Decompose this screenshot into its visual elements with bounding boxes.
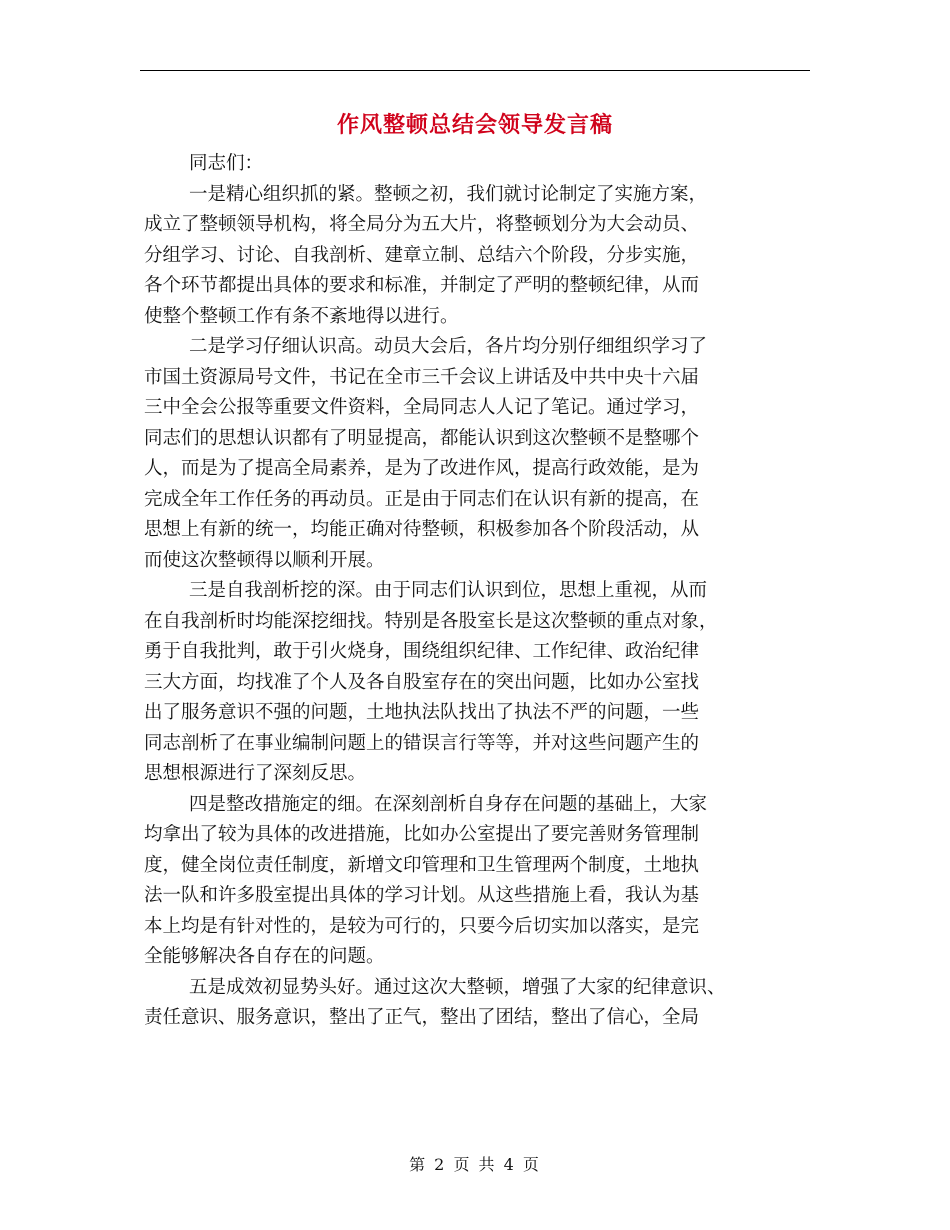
text-line: 而使这次整顿得以顺利开展。 <box>144 549 385 571</box>
text-line: 市国土资源局号文件，书记在全市三千会议上讲话及中共中央十六届 <box>144 366 700 388</box>
text-line: 三中全会公报等重要文件资料，全局同志人人记了笔记。通过学习， <box>144 397 700 418</box>
text-line: 责任意识、服务意识，整出了正气，整出了团结，整出了信心，全局 <box>144 1007 700 1028</box>
text-line: 成立了整顿领导机构，将全局分为五大片，将整顿划分为大会动员、 <box>144 214 700 235</box>
text-line: 同志剖析了在事业编制问题上的错误言行等等，并对这些问题产生的 <box>144 732 700 754</box>
text-line: 在自我剖析时均能深挖细找。特别是各股室长是这次整顿的重点对象， <box>144 610 718 632</box>
text-line: 完成全年工作任务的再动员。正是由于同志们在认识有新的提高，在 <box>144 488 700 510</box>
text-line: 二是学习仔细认识高。动员大会后，各片均分别仔细组织学习了 <box>189 336 708 357</box>
document-body <box>144 149 804 1034</box>
text-line: 各个环节都提出具体的要求和标准，并制定了严明的整顿纪律，从而 <box>144 275 700 296</box>
text-line: 本上均是有针对性的，是较为可行的，只要今后切实加以落实，是完 <box>144 915 700 937</box>
text-line: 使整个整顿工作有条不紊地得以进行。 <box>144 305 459 327</box>
text-line: 五是成效初显势头好。通过这次大整顿，增强了大家的纪律意识、 <box>189 976 726 998</box>
text-line: 一是精心组织抓的紧。整顿之初，我们就讨论制定了实施方案， <box>189 183 708 205</box>
text-line: 度，健全岗位责任制度，新增文印管理和卫生管理两个制度，土地执 <box>144 854 700 876</box>
text-line: 法一队和许多股室提出具体的学习计划。从这些措施上看，我认为基 <box>144 885 700 906</box>
text-line: 三大方面，均找准了个人及各自股室存在的突出问题，比如办公室找 <box>144 671 700 693</box>
text-line: 同志们： <box>189 153 264 174</box>
text-line: 思想根源进行了深刻反思。 <box>144 763 367 784</box>
header-rule <box>140 70 810 71</box>
text-line: 分组学习、讨论、自我剖析、建章立制、总结六个阶段，分步实施， <box>144 244 700 266</box>
text-line: 均拿出了较为具体的改进措施，比如办公室提出了要完善财务管理制 <box>144 824 700 845</box>
text-line: 出了服务意识不强的问题，土地执法队找出了执法不严的问题，一些 <box>144 702 700 723</box>
text-line: 同志们的思想认识都有了明显提高，都能认识到这次整顿不是整哪个 <box>144 427 700 449</box>
text-line: 思想上有新的统一，均能正确对待整顿，积极参加各个阶段活动，从 <box>144 519 700 540</box>
text-line: 全能够解决各自存在的问题。 <box>144 946 385 967</box>
text-line: 勇于自我批判，敢于引火烧身，围绕组织纪律、工作纪律、政治纪律 <box>144 641 700 662</box>
text-line: 三是自我剖析挖的深。由于同志们认识到位，思想上重视，从而 <box>189 580 708 601</box>
text-line: 人，而是为了提高全局素养，是为了改进作风，提高行政效能，是为 <box>144 458 700 479</box>
page-number: 第 2 页 共 4 页 <box>409 1155 541 1174</box>
text-line: 四是整改措施定的细。在深刻剖析自身存在问题的基础上，大家 <box>189 793 708 815</box>
document-title: 作风整顿总结会领导发言稿 <box>336 112 613 138</box>
